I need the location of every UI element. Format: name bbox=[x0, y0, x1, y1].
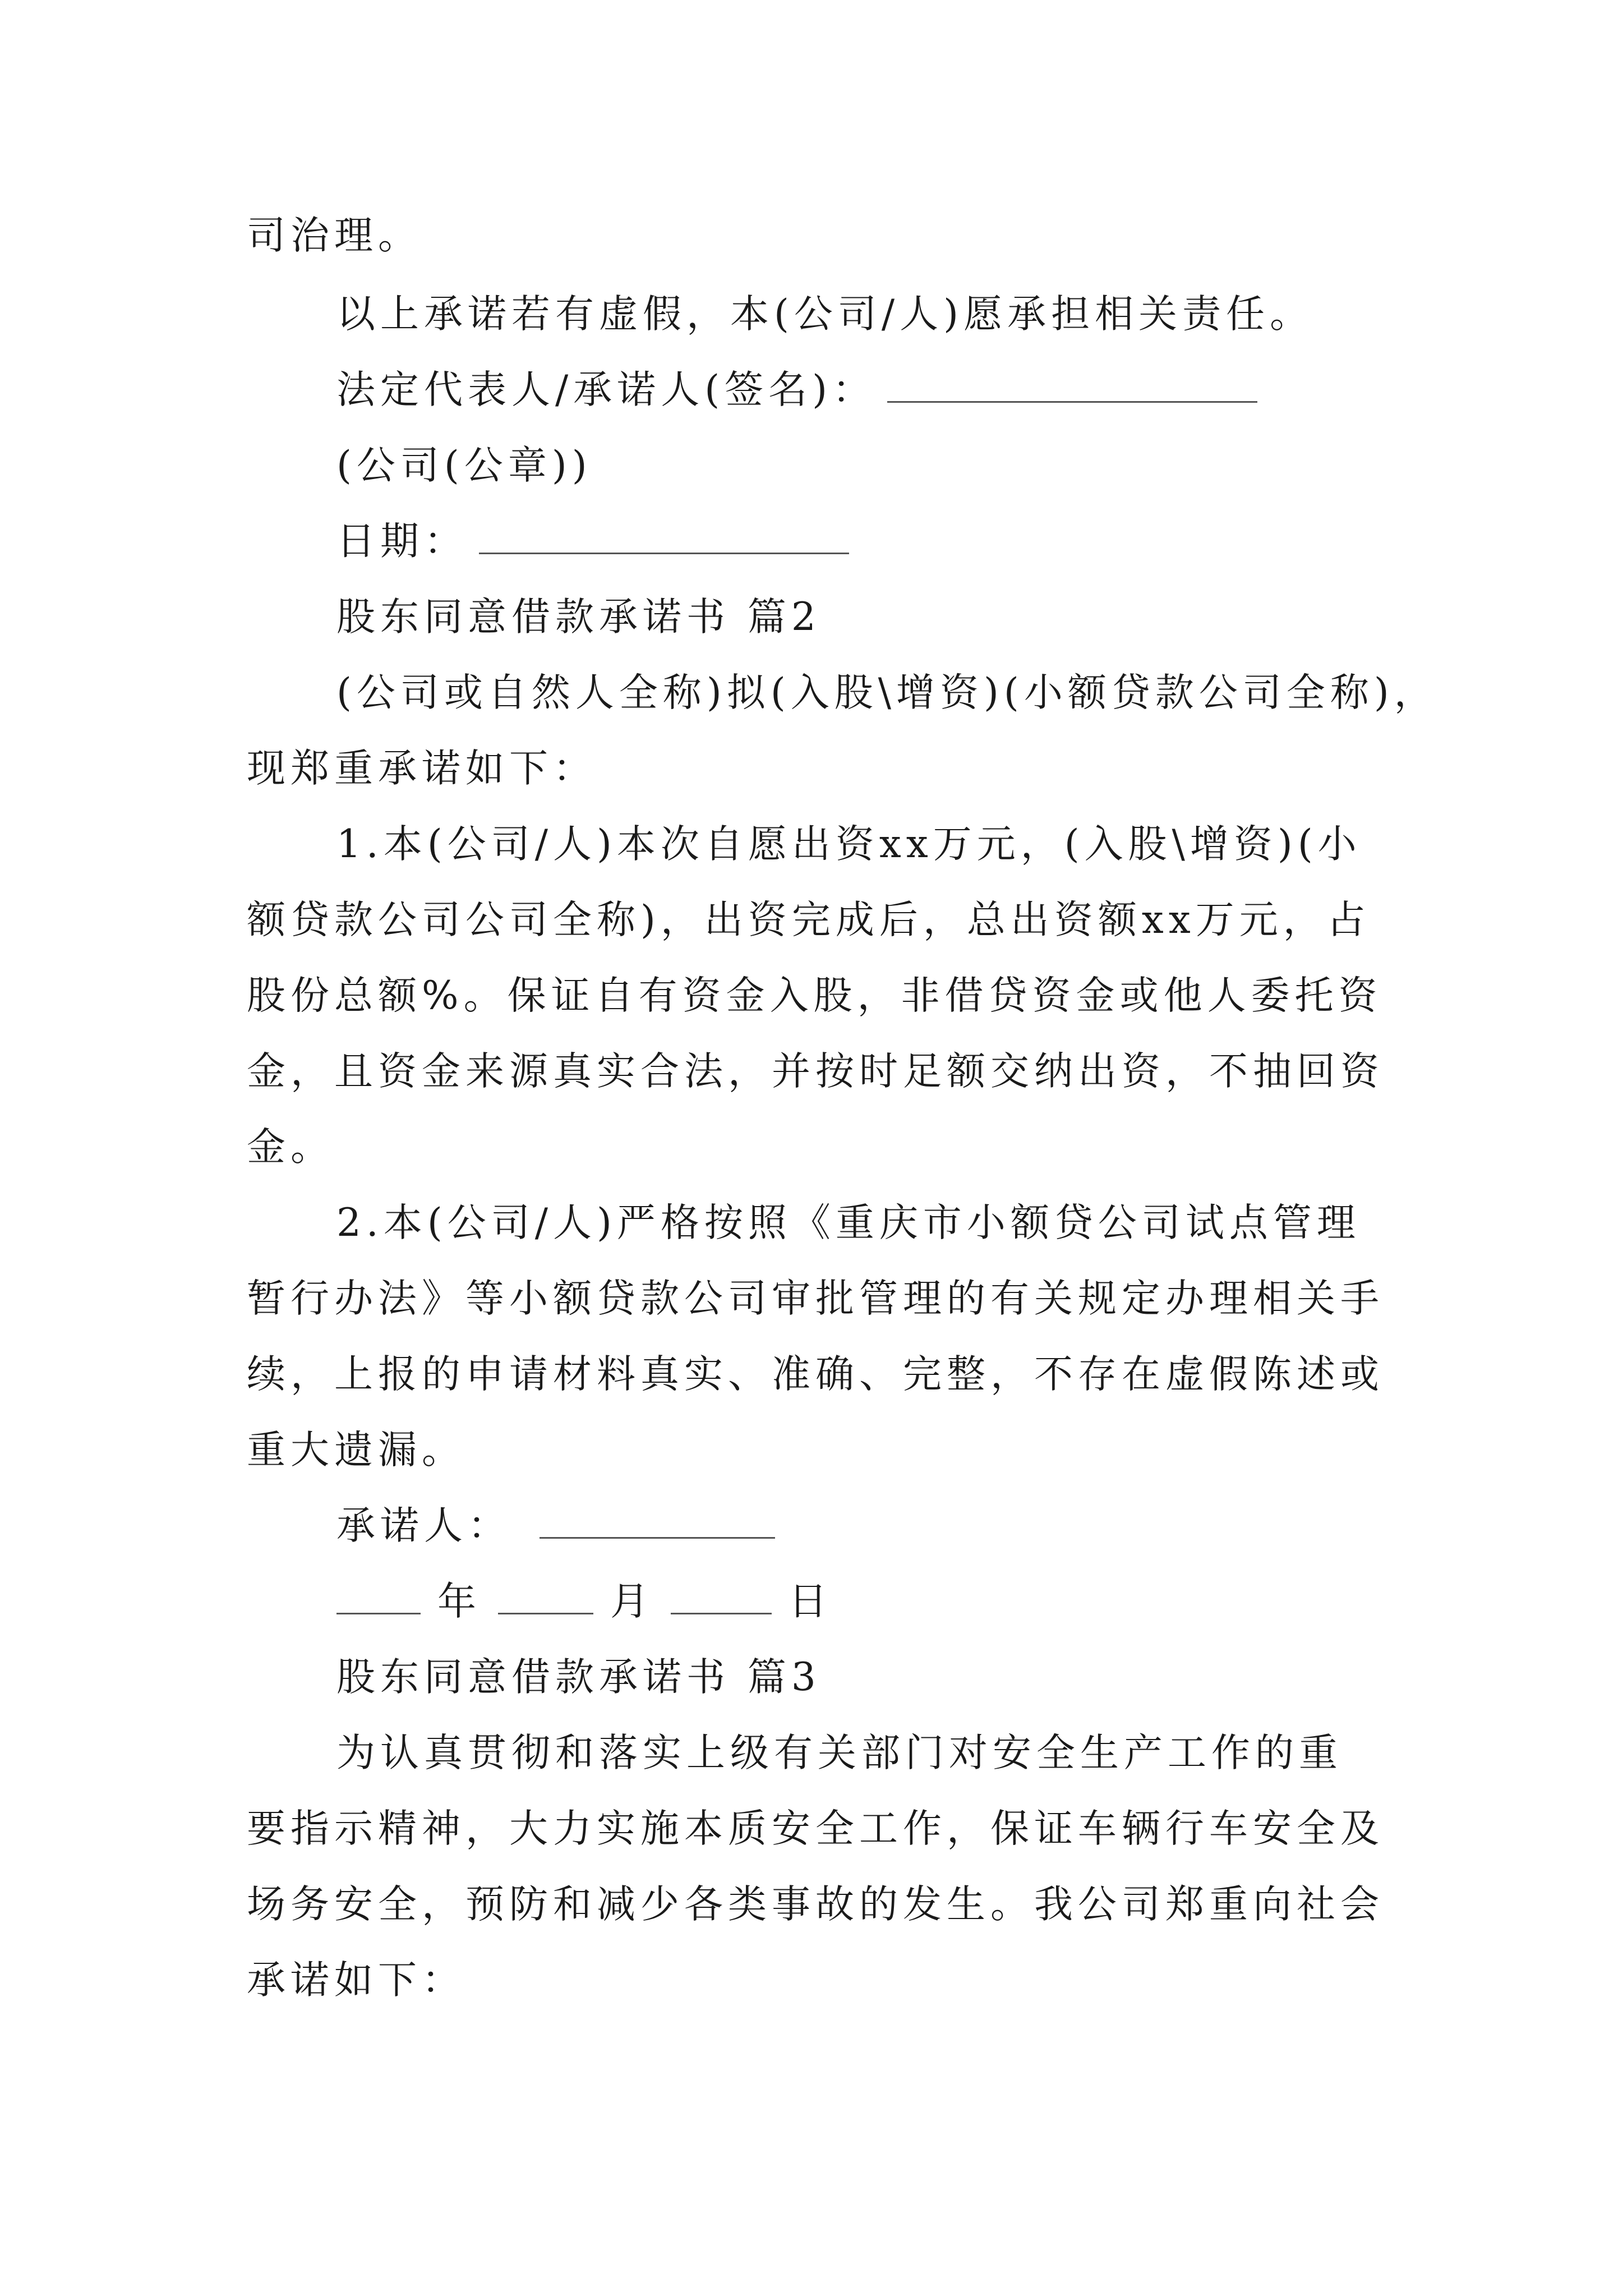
signature-blank bbox=[887, 369, 1257, 403]
text-line: 额贷款公司公司全称)，出资完成后，总出资额xx万元，占 bbox=[247, 898, 1371, 942]
date-label: 日期： bbox=[336, 519, 468, 564]
signature-line bbox=[336, 367, 1257, 412]
text-line: 股份总额%。保证自有资金入股，非借贷资金或他人委托资 bbox=[247, 973, 1382, 1018]
text-line: 现郑重承诺如下： bbox=[247, 746, 597, 791]
text-line: 1.本(公司/人)本次自愿出资xx万元，(入股\增资)(小 bbox=[336, 822, 1362, 867]
month-blank bbox=[498, 1580, 593, 1614]
signature-label: 法定代表人/承诺人(签名)： bbox=[336, 367, 877, 412]
section-heading: 股东同意借款承诺书 篇3 bbox=[336, 1655, 821, 1700]
text-line: 为认真贯彻和落实上级有关部门对安全生产工作的重 bbox=[336, 1731, 1343, 1775]
text-line: 场务安全，预防和减少各类事故的发生。我公司郑重向社会 bbox=[247, 1882, 1384, 1927]
text-line: (公司或自然人全称)拟(入股\增资)(小额贷款公司全称)， bbox=[336, 670, 1438, 715]
year-blank bbox=[336, 1580, 421, 1614]
text-line: 续，上报的申请材料真实、准确、完整，不存在虚假陈述或 bbox=[247, 1352, 1384, 1397]
text-line: 2.本(公司/人)严格按照《重庆市小额贷公司试点管理 bbox=[336, 1200, 1361, 1245]
promisor-blank bbox=[540, 1504, 775, 1539]
text-line: 暂行办法》等小额贷款公司审批管理的有关规定办理相关手 bbox=[247, 1276, 1384, 1321]
section-heading: 股东同意借款承诺书 篇2 bbox=[336, 595, 821, 639]
promisor-line bbox=[336, 1503, 775, 1548]
text-line: 以上承诺若有虚假，本(公司/人)愿承担相关责任。 bbox=[336, 292, 1314, 337]
day-label: 日 bbox=[789, 1579, 832, 1624]
text-line: 要指示精神，大力实施本质安全工作，保证车辆行车安全及 bbox=[247, 1806, 1384, 1851]
text-line: 承诺如下： bbox=[247, 1958, 465, 2003]
text-line: 重大遗漏。 bbox=[247, 1428, 465, 1473]
text-line: 金。 bbox=[247, 1125, 334, 1170]
year-label: 年 bbox=[437, 1579, 481, 1624]
date-line bbox=[336, 519, 849, 564]
text-line: 司治理。 bbox=[247, 213, 422, 258]
day-blank bbox=[671, 1580, 772, 1614]
text-line: 金，且资金来源真实合法，并按时足额交纳出资，不抽回资 bbox=[247, 1049, 1384, 1094]
month-label: 月 bbox=[610, 1579, 654, 1624]
promisor-label: 承诺人： bbox=[336, 1503, 511, 1548]
date-blank bbox=[479, 520, 849, 554]
seal-line: (公司(公章)) bbox=[336, 443, 592, 488]
date-blanks-line bbox=[336, 1579, 832, 1624]
